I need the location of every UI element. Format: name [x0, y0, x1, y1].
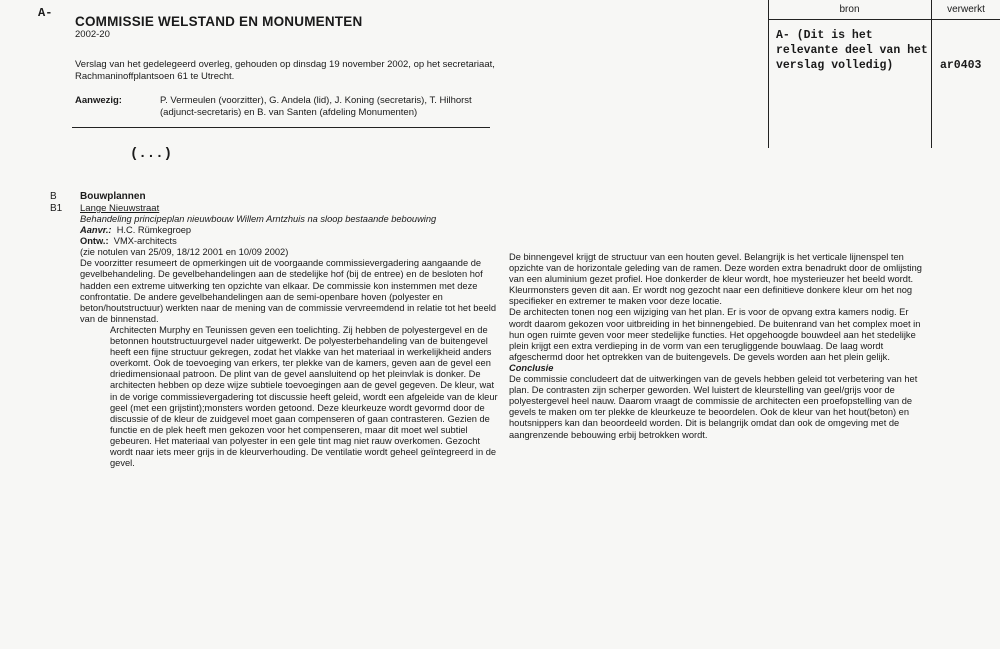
source-note: A- (Dit is het relevante deel van het verslag volledig)	[776, 29, 928, 72]
intro-paragraph: Verslag van het gedelegeerd overleg, gehouden op dinsdag 19 november 2002, op het secretariaat, Rachmaninoffplantsoen 61 te Utrecht.	[75, 59, 495, 82]
bron-header: bron	[839, 4, 860, 15]
box-left-border	[768, 0, 769, 148]
header-divider	[72, 127, 490, 128]
document-number: 2002-20	[75, 29, 110, 40]
omission-marker: (...)	[130, 146, 173, 162]
attendance-names: P. Vermeulen (voorzitter), G. Andela (lid), J. Koning (secretaris), T. Hilhorst (adjunct-secretaris) en B. van Santen (afdeling Monumenten)	[160, 95, 472, 118]
conclusion-label: Conclusie	[509, 362, 554, 373]
paragraph-3: De binnengevel krijgt de structuur van een houten gevel. Belangrijk is het verticale lijnenspel ten opzichte van de horizontale geleding van de ramen. Deze worden extra benadrukt door de omlijsting van een aluminium gezet profiel. Hoe donkerder de kleur wordt, hoe mysterieuzer het beeld wordt. Kleurmonsters geven dit aan. Er wordt nog gezocht naar een definitieve donkere kleur om het nog specifieker en extremer te maken voor deze locatie.	[509, 252, 922, 307]
paragraph-2: Architecten Murphy en Teunissen geven een toelichting. Zij hebben de polyestergevel en de betonnen houtstructuurgevel nader uitgewerkt. De polyesterbehandeling van de buitengevel heeft een fijne structuur gekregen, zodat het vlakke van het materiaal in werkelijkheid anders overkomt. Ook de toevoeging van erkers, ter plekke van de kamers, geven aan de gevel een driedimensionaal patroon. De plint van de gevel aansluitend op het pleinvlak is donker. De architecten hebben op deze wijze subtiele toevoegingen aan de gevel gegeven. De kleur, wat in de vorige commissievergadering tot discussie heeft geleid, wordt een afgeleide van de kleur geel (met een grijstint);monsters worden getoond. Deze kleurkeuze wordt gevormd door de discussie of de kleur de zuidgevel moet gaan compenseren of gaan contrasteren. Gezien de functie en de plek heeft men gekozen voor het compenseren, maar dit moet wel subtiel gebeuren. Het materiaal van polyester in een gele tint mag niet rauw overkomen. Gezocht wordt naar iets meer grijs in de kleurverhouding. De ventilatie wordt geheel geïntegreerd in de gevel.	[110, 324, 498, 469]
paragraph-4: De architecten tonen nog een wijziging van het plan. Er is voor de opvang extra kamers nodig. Er wordt daarom gekozen voor uitbreiding in het binnengebied. De buitenrand van het complex moet in hun ogen ruimte geven voor meer stedelijke functies. Het opgehoogde bouwdeel aan het stedelijke plein krijgt een extra verdieping in de vorm van een terugliggende bouwlaag. De laag wordt afgeschermd door het optrekken van de buitengevels. De gevels worden aan het plein gelijk.	[509, 307, 921, 362]
section-letter: B	[50, 191, 57, 202]
archive-code: ar0403	[940, 59, 982, 72]
applicant-line	[80, 225, 498, 236]
box-header-divider	[768, 19, 1000, 20]
box-column-divider	[931, 0, 932, 148]
left-column	[80, 214, 498, 469]
right-column	[509, 252, 927, 441]
designer-value: VMX-architects	[113, 236, 177, 247]
designer-line	[80, 236, 498, 247]
reference-line: (zie notulen van 25/09, 18/12 2001 en 10/09 2002)	[80, 247, 289, 258]
designer-label: Ontw.:	[80, 236, 109, 247]
verwerkt-header: verwerkt	[947, 4, 985, 15]
document-title: COMMISSIE WELSTAND EN MONUMENTEN	[75, 14, 363, 29]
applicant-label: Aanvr.:	[80, 225, 112, 236]
section-title: Bouwplannen	[80, 191, 146, 202]
subject-line: Behandeling principeplan nieuwbouw Willem Arntzhuis na sloop bestaande bebouwing	[80, 214, 437, 224]
paragraph-1: De voorzitter resumeert de opmerkingen uit de voorgaande commissievergadering aangaande de gevelbehandeling. De gevelbehandelingen aan de stedelijke hof (bij de entree) en de besloten hof hadden een extreme uitwerking ten opzichte van elkaar. De commissie kon instemmen met deze confrontatie. De andere gevelbehandelingen aan de semi-openbare hoven (polyester en beton/houtstructuur) werkten naar de mening van de commissie vervreemdend in relatie tot het beeld van de binnenstad.	[80, 258, 497, 324]
applicant-value: H.C. Rümkegroep	[116, 225, 192, 236]
source-box	[768, 0, 1000, 148]
subsection-title: Lange Nieuwstraat	[80, 203, 160, 214]
subsection-letter: B1	[50, 203, 63, 214]
conclusion-paragraph: De commissie concludeert dat de uitwerkingen van de gevels hebben geleid tot verbetering van het plan. De contrasten zijn scherper geworden. Wel luistert de kleurstelling van geel/grijs voor de polyestergevel heel nauw. Daarom vraagt de commissie de architecten een proefopstelling van de gevels te maken om ter plekke de kleurkeuze te beoordelen. Ook de kleur van het hout(beton) en houtsnippers kan dan beoordeeld worden. Dit is belangrijk omdat dan ook de omgeving met de aangrenzende bebouwing erbij betrokken wordt.	[509, 374, 918, 440]
attendance-label: Aanwezig:	[75, 95, 122, 106]
document-marker: A-	[38, 6, 53, 20]
